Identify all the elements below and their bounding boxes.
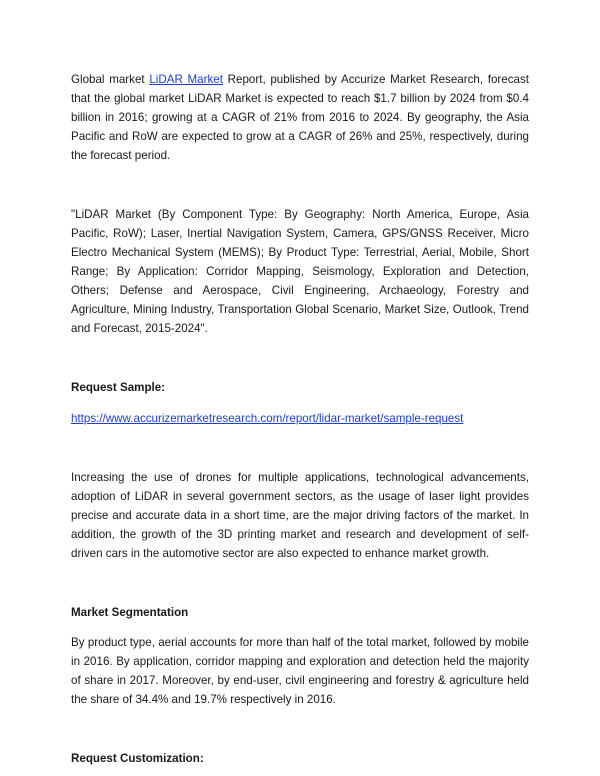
request-customization-heading: Request Customization: [71,752,204,765]
intro-paragraph [71,70,529,165]
market-segmentation-paragraph: By product type, aerial accounts for more than half of the total market, followed by mobile in 2016. By application, corridor mapping and exploration and detection held the majority of share in 2017. Moreover, by end-user, civil engineering and forestry & agriculture held the share of 34.4% and 19.7% respectively in 2016. [71,636,529,706]
market-drivers-paragraph: Increasing the use of drones for multiple applications, technological advancements, adoption of LiDAR in several government sectors, as the usage of laser light provides precise and accurate data in a short time, are the major driving factors of the market. In addition, the growth of the 3D printing market and research and development of self-driven cars in the automotive sector are also expected to enhance market growth. [71,471,529,560]
request-sample-heading: Request Sample: [71,381,166,394]
market-segmentation-heading: Market Segmentation [71,606,189,619]
intro-text-before-link: Global market [71,73,150,86]
intro-text-after-link: Report, published by Accurize Market Research, forecast that the global market LiDAR Market is expected to reach $1.7 billion by 2024 from $0.4 billion in 2016; growing at a CAGR of 21% from 2016 to 2024. By geography, the Asia Pacific and RoW are expected to grow at a CAGR of 26% and 25%, respectively, during the forecast period. [71,73,529,162]
sample-link-line [71,409,529,428]
report-title-quote: "LiDAR Market (By Component Type: By Geography: North America, Europe, Asia Pacific, RoW); Laser, Inertial Navigation System, Camera, GPS/GNSS Receiver, Micro Electro Mechanical System (MEMS); By Product Type: Terrestrial, Aerial, Mobile, Short Range; By Application: Corridor Mapping, Seismology, Exploration and Detection, Others; Defense and Aerospace, Civil Engineering, Archaeology, Forestry and Agriculture, Mining Industry, Transportation Global Scenario, Market Size, Outlook, Trend and Forecast, 2015-2024". [71,208,529,335]
sample-request-link[interactable]: https://www.accurizemarketresearch.com/report/lidar-market/sample-request [71,412,464,425]
lidar-market-link[interactable]: LiDAR Market [149,73,223,86]
